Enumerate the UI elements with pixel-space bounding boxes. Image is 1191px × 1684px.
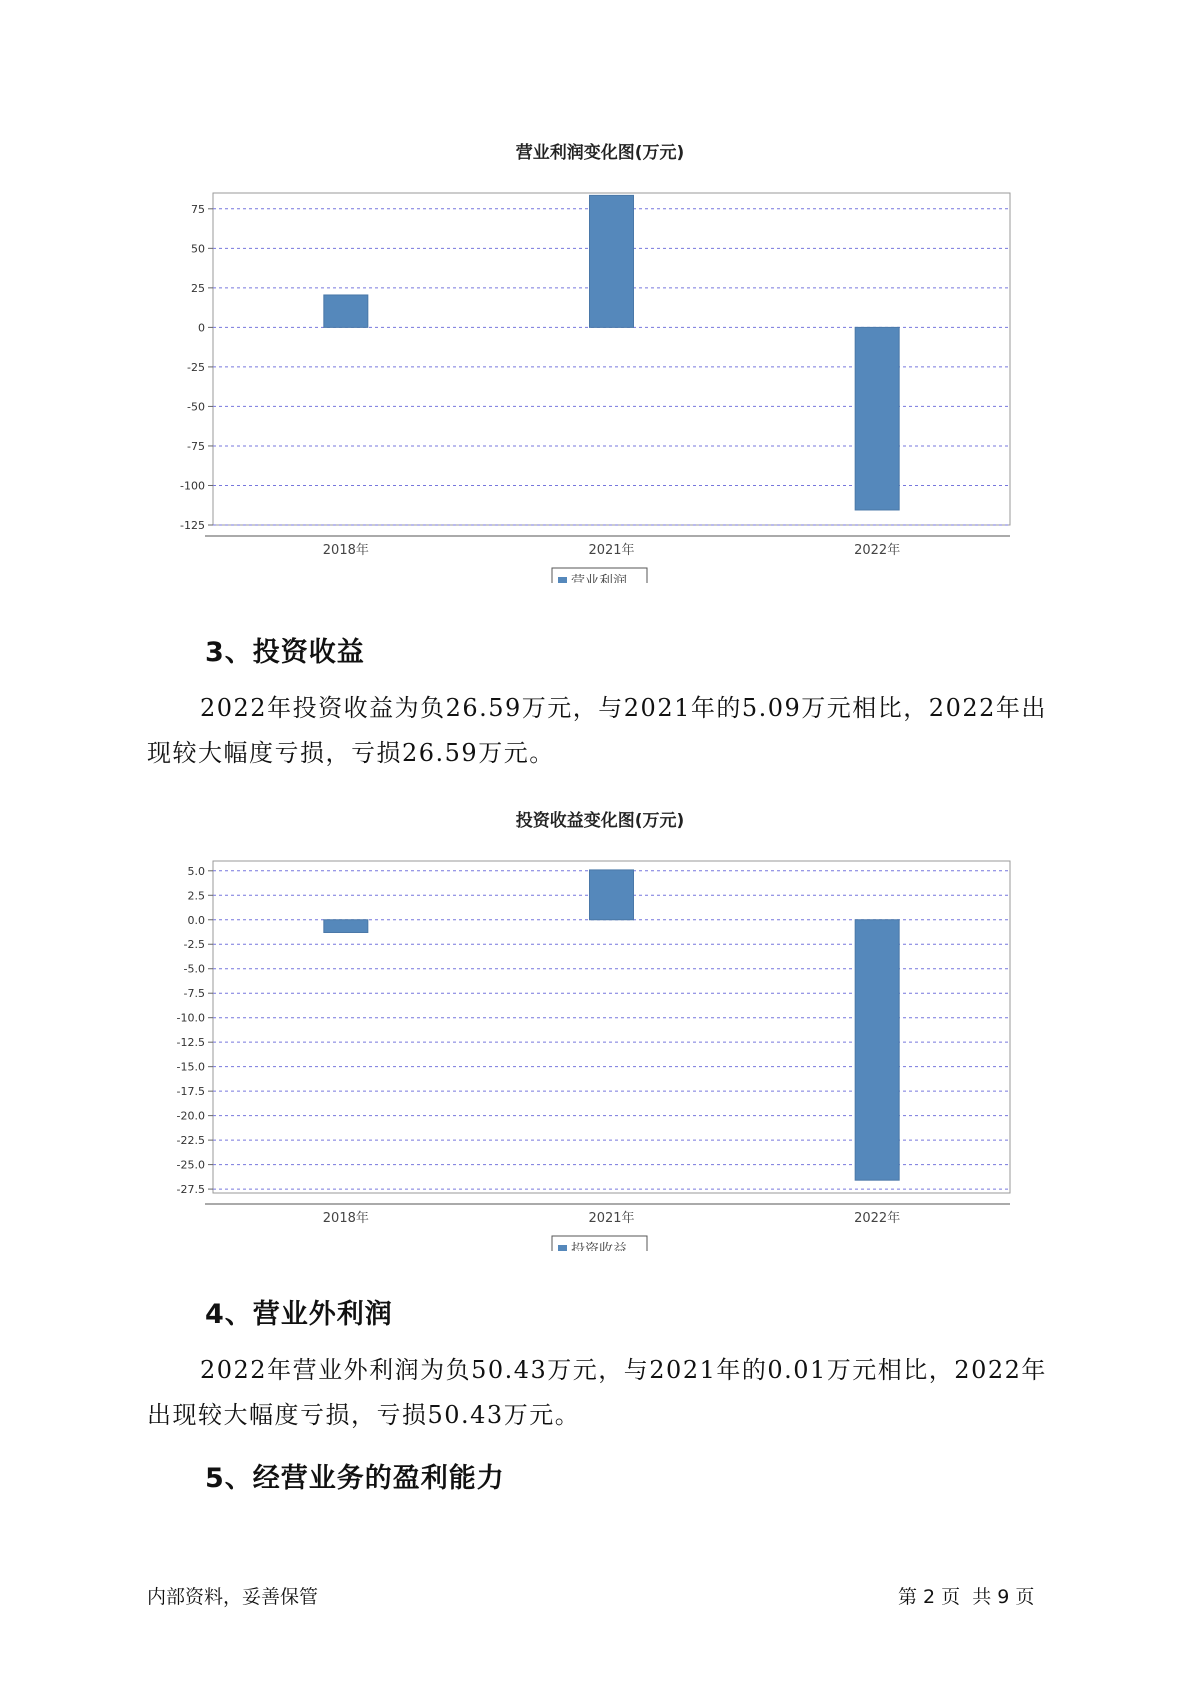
x-tick-label: 2021年: [588, 1211, 635, 1226]
x-tick-label: 2021年: [588, 543, 635, 558]
section-paragraph-investment-income: 2022年投资收益为负26.59万元，与2021年的5.09万元相比，2022年出现较大幅度亏损，亏损26.59万元。: [147, 694, 1047, 767]
section-heading-operating-profitability: 5、经营业务的盈利能力: [205, 1463, 505, 1494]
x-tick-label: 2018年: [322, 1211, 369, 1226]
bar: [324, 295, 368, 327]
y-tick-label: -100: [180, 479, 205, 493]
legend: [552, 1236, 647, 1251]
y-tick-label: -27.5: [176, 1183, 205, 1197]
y-tick-label: -5.0: [183, 962, 205, 976]
legend-swatch: [558, 1245, 567, 1251]
y-tick-label: 5.0: [187, 864, 205, 878]
x-tick-label: 2018年: [322, 543, 369, 558]
y-tick-label: -22.5: [176, 1134, 205, 1148]
chart-svg: [150, 163, 1050, 583]
section-heading-investment-income: 3、投资收益: [205, 637, 365, 668]
x-tick-label: 2022年: [854, 543, 901, 558]
section-heading-non-operating-profit: 4、营业外利润: [205, 1299, 393, 1330]
y-tick-label: 0.0: [187, 913, 205, 927]
y-tick-label: 2.5: [187, 889, 205, 903]
y-tick-label: -75: [187, 439, 205, 453]
chart-operating-profit: [150, 138, 1050, 587]
y-tick-label: 25: [191, 281, 205, 295]
chart-investment-income: [150, 806, 1050, 1255]
y-tick-label: 50: [191, 242, 205, 256]
legend-label: 投资收益: [571, 1242, 627, 1251]
y-tick-label: -125: [180, 519, 205, 532]
legend-swatch: [558, 577, 567, 583]
footer-confidential-note: 内部资料，妥善保管: [147, 1586, 319, 1608]
y-tick-label: -25.0: [176, 1158, 205, 1172]
x-tick-label: 2022年: [854, 1211, 901, 1226]
bar: [855, 327, 899, 510]
bar: [590, 870, 634, 920]
y-tick-label: -2.5: [183, 938, 205, 952]
y-tick-label: -12.5: [176, 1036, 205, 1050]
y-tick-label: -7.5: [183, 987, 205, 1001]
y-tick-label: -15.0: [176, 1060, 205, 1074]
y-tick-label: 75: [191, 202, 205, 216]
chart-svg: [150, 831, 1050, 1251]
bar: [590, 195, 634, 327]
y-tick-label: -50: [187, 400, 205, 414]
y-tick-label: -10.0: [176, 1011, 205, 1025]
footer-page-number: 第 2 页 共 9 页: [898, 1586, 1035, 1608]
y-tick-label: 0: [198, 321, 205, 335]
legend: [552, 568, 647, 583]
legend-label: 营业利润: [571, 574, 627, 583]
chart-title: 营业利润变化图(万元): [515, 143, 685, 163]
chart-title: 投资收益变化图(万元): [515, 811, 685, 831]
y-tick-label: -25: [187, 360, 205, 374]
y-tick-label: -17.5: [176, 1085, 205, 1099]
bar: [324, 920, 368, 933]
bar: [855, 920, 899, 1180]
section-paragraph-non-operating-profit: 2022年营业外利润为负50.43万元，与2021年的0.01万元相比，2022年出现较大幅度亏损，亏损50.43万元。: [147, 1356, 1047, 1429]
y-tick-label: -20.0: [176, 1109, 205, 1123]
